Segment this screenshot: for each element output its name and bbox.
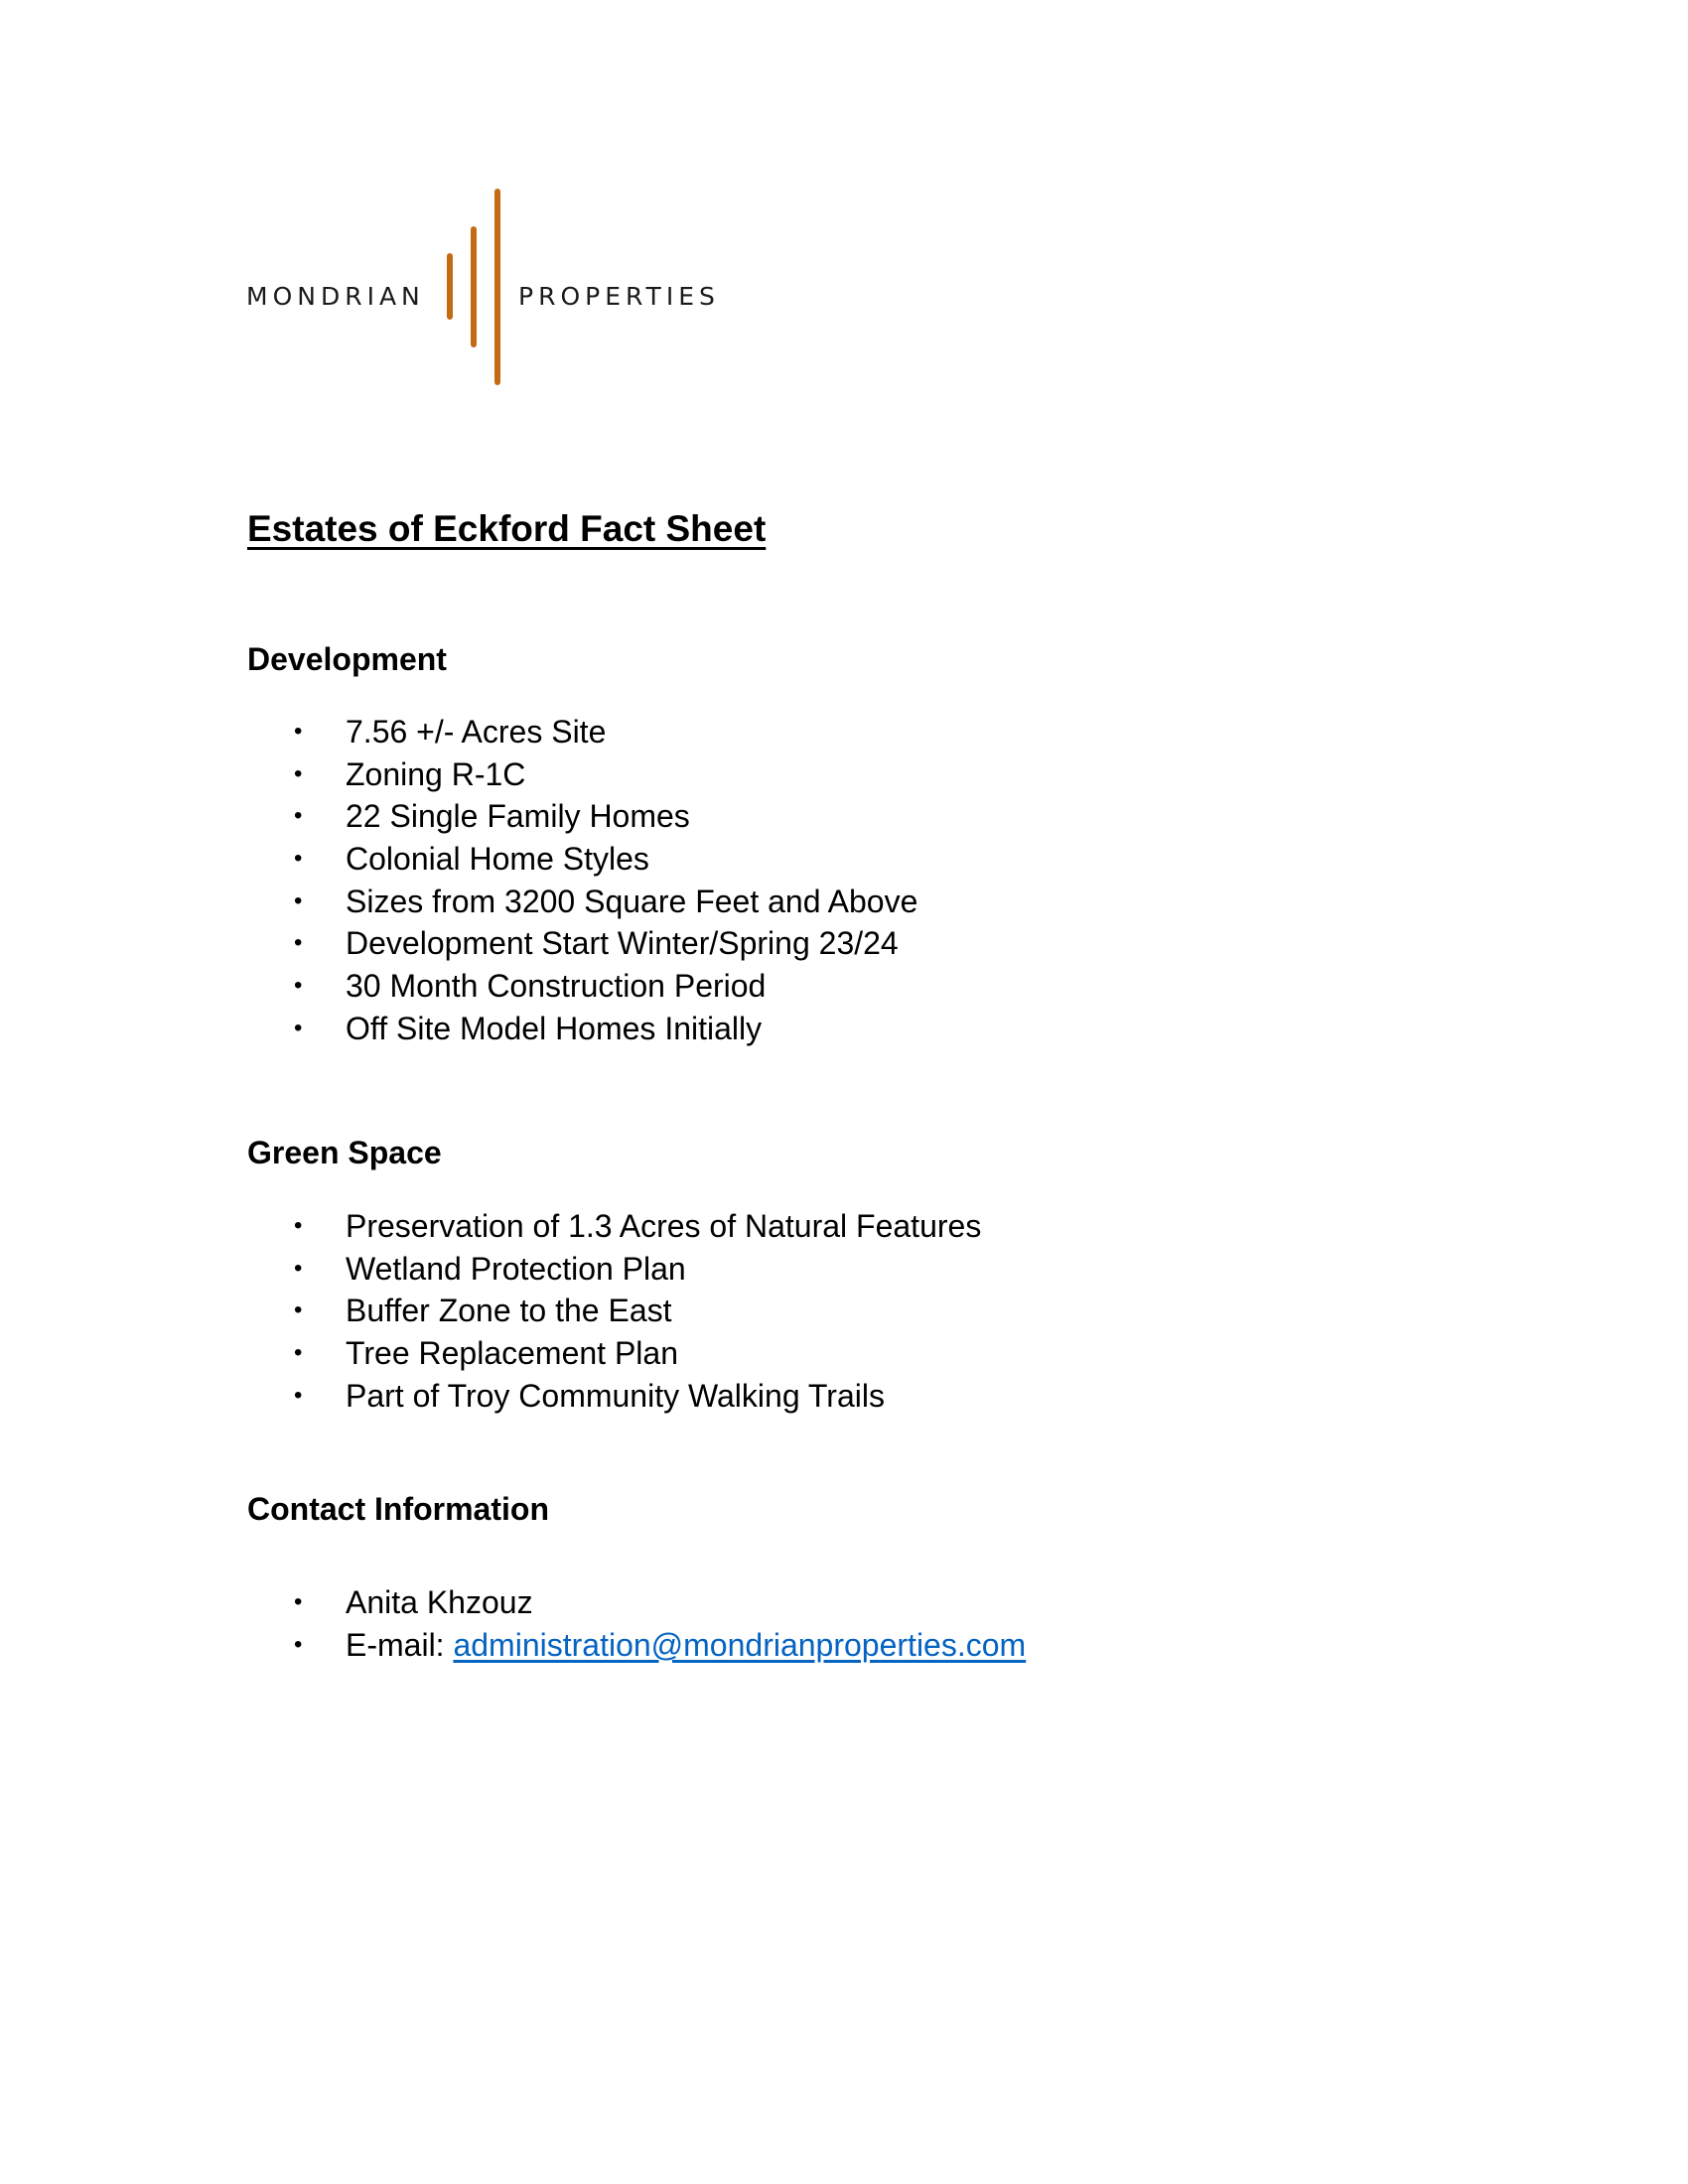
list-item-text: Wetland Protection Plan [346, 1250, 686, 1287]
list-item-text: Part of Troy Community Walking Trails [346, 1377, 885, 1414]
logo-bar-medium [471, 226, 477, 347]
logo-bar-short [447, 253, 453, 320]
section-heading-development: Development [247, 641, 447, 677]
list-item-text: Development Start Winter/Spring 23/24 [346, 925, 899, 962]
document-title: Estates of Eckford Fact Sheet [247, 508, 767, 549]
bullet-icon: • [294, 845, 303, 873]
bullet-icon: • [294, 1588, 303, 1615]
bullet-icon: • [294, 1254, 303, 1282]
email-link[interactable]: administration@mondrianproperties.com [453, 1626, 1027, 1663]
list-item-text: Tree Replacement Plan [346, 1335, 678, 1372]
list-item-text: Colonial Home Styles [346, 841, 649, 878]
bullet-icon: • [294, 1339, 303, 1367]
list-item-text: Preservation of 1.3 Acres of Natural Features [346, 1208, 982, 1244]
bullet-icon: • [294, 887, 303, 914]
logo-wordmark-right: PROPERTIES [518, 282, 720, 311]
section-heading-contact: Contact Information [247, 1491, 549, 1527]
list-item-text: Zoning R-1C [346, 755, 526, 792]
bullet-icon: • [294, 1212, 303, 1239]
bullet-icon: • [294, 718, 303, 745]
logo-bar-tall [494, 189, 500, 385]
contact-name: Anita Khzouz [346, 1584, 533, 1620]
bullet-icon: • [294, 1381, 303, 1409]
list-item-text: 7.56 +/- Acres Site [346, 714, 607, 750]
contact-email-row [346, 1624, 1026, 1667]
bullet-icon: • [294, 759, 303, 787]
bullet-icon: • [294, 1297, 303, 1324]
list-item-text: Sizes from 3200 Square Feet and Above [346, 883, 918, 919]
bullet-icon: • [294, 929, 303, 957]
list-item-text: Off Site Model Homes Initially [346, 1010, 763, 1046]
list-item-text: Buffer Zone to the East [346, 1293, 672, 1329]
company-logo [238, 189, 720, 397]
bullet-icon: • [294, 972, 303, 1000]
logo-wordmark-left: MONDRIAN [246, 282, 425, 311]
list-item-text: 30 Month Construction Period [346, 968, 767, 1005]
bullet-icon: • [294, 1630, 303, 1658]
bullet-icon: • [294, 802, 303, 830]
bullet-icon: • [294, 1014, 303, 1041]
section-heading-green-space: Green Space [247, 1135, 442, 1170]
list-item-text: 22 Single Family Homes [346, 798, 690, 835]
logo-bars-icon [441, 189, 500, 397]
email-label: E-mail: [346, 1626, 454, 1663]
